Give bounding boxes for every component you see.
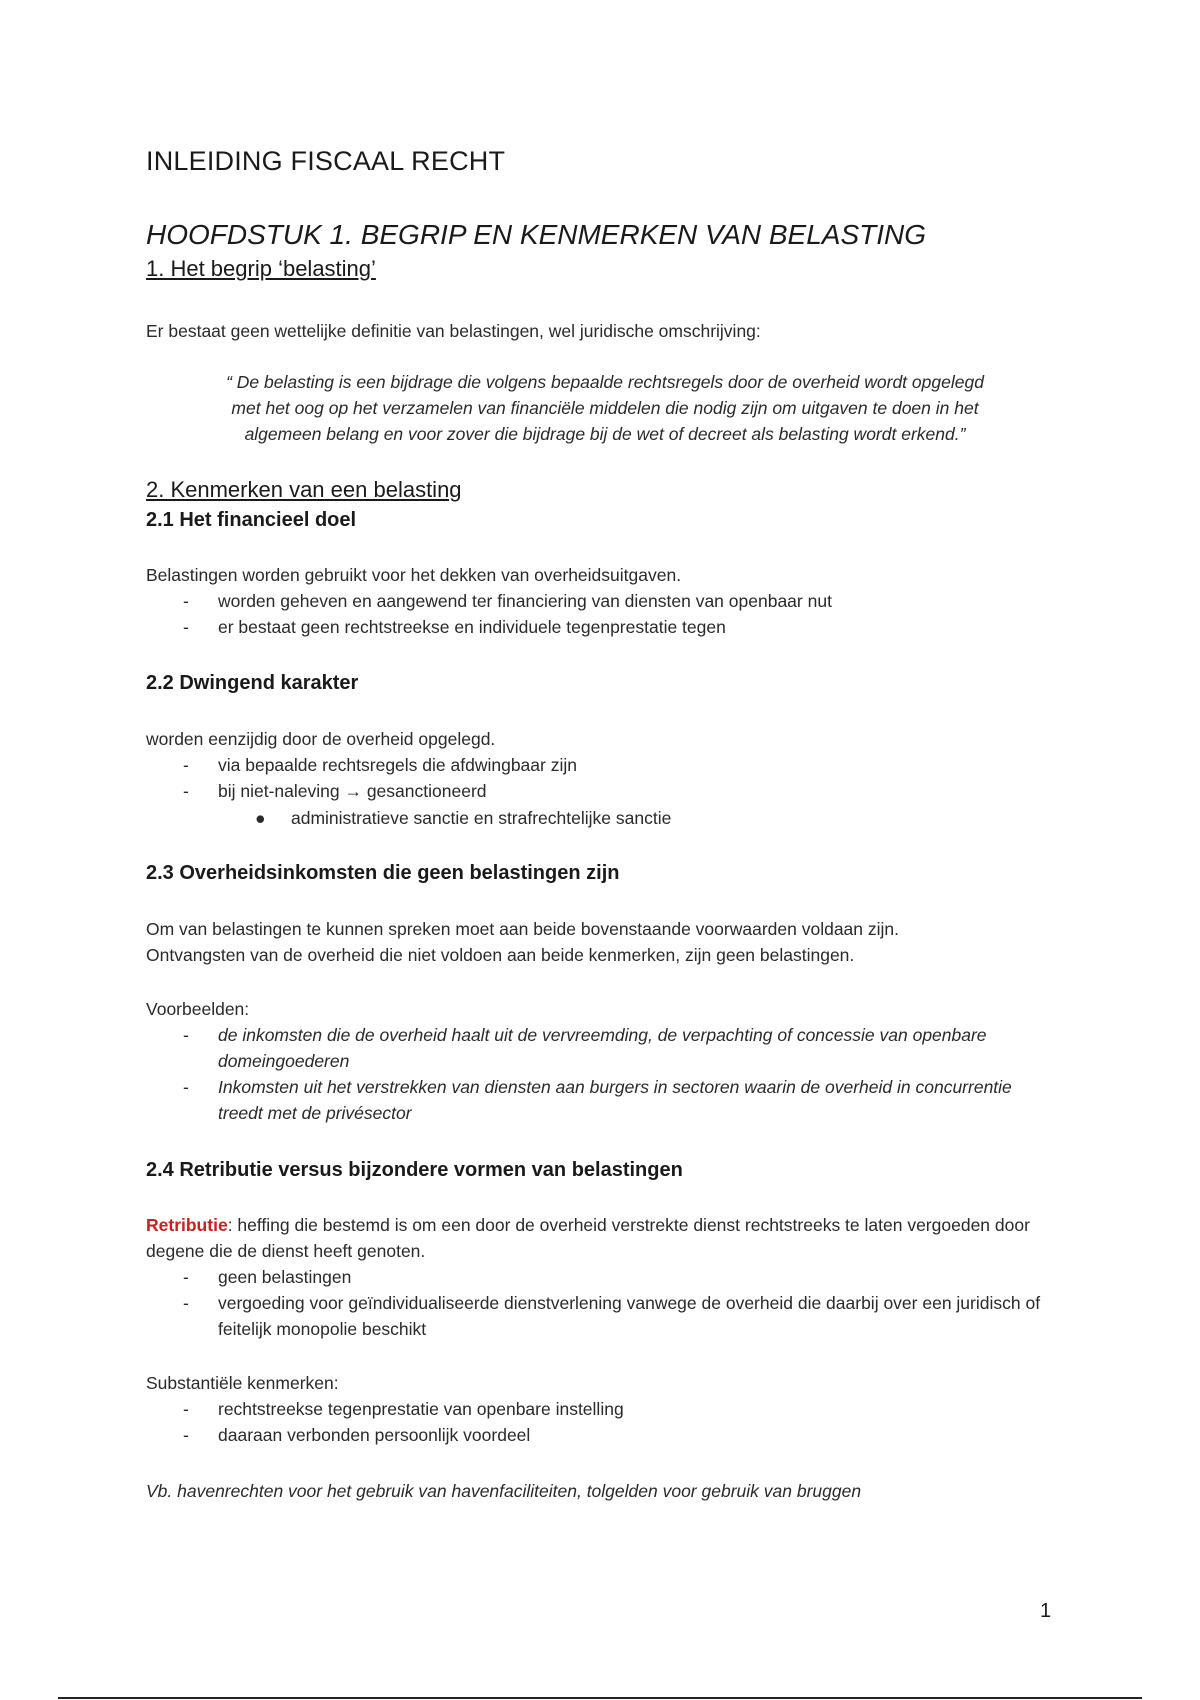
page-number: 1 (1040, 1600, 1052, 1622)
dash-marker: - (183, 755, 189, 775)
list-item: - worden geheven en aangewend ter financiering van diensten van openbaar nut (146, 588, 1046, 614)
subsection-2-3-title: 2.3 Overheidsinkomsten die geen belastingen zijn (146, 862, 620, 884)
subsection-2-2-sublist (146, 805, 1046, 831)
dash-marker: - (183, 1025, 189, 1045)
list-item: - bij niet-naleving → gesanctioneerd (146, 778, 1046, 804)
retributie-definition: Retributie: heffing die bestemd is om een door de overheid verstrekte dienst rechtstreeks te laten vergoeden door degene die de dienst heeft genoten. (146, 1215, 1030, 1261)
example-line: Vb. havenrechten voor het gebruik van havenfaciliteiten, tolgelden voor gebruik van bruggen (146, 1481, 862, 1501)
subsection-2-2-title: 2.2 Dwingend karakter (146, 672, 359, 694)
section-1-title: 1. Het begrip ‘belasting’ (146, 256, 376, 281)
quote-line: algemeen belang en voor zover die bijdrage bij de wet of decreet als belasting wordt erkend.” (244, 424, 966, 444)
subsection-2-1-list (146, 588, 1046, 640)
subsection-2-2-intro: worden eenzijdig door de overheid opgelegd. (146, 729, 496, 749)
retributie-term: Retributie (146, 1215, 228, 1235)
dash-marker: - (183, 1293, 189, 1313)
list-item: - geen belastingen (146, 1264, 1046, 1290)
subsection-2-2-list (146, 752, 1046, 804)
features-label: Substantiële kenmerken: (146, 1373, 339, 1393)
retributie-list (146, 1264, 1046, 1342)
subsection-2-1-intro: Belastingen worden gebruikt voor het dekken van overheidsuitgaven. (146, 565, 682, 585)
subsection-2-4-title: 2.4 Retributie versus bijzondere vormen van belastingen (146, 1159, 683, 1181)
examples-label: Voorbeelden: (146, 999, 250, 1019)
dash-marker: - (183, 1267, 189, 1287)
list-item: - rechtstreekse tegenprestatie van openbare instelling (146, 1396, 1046, 1422)
bullet-icon: ● (255, 808, 266, 828)
list-item: - de inkomsten die de overheid haalt uit de vervreemding, de verpachting of concessie van openbare domeingoederen (146, 1022, 1046, 1074)
quote-line: met het oog op het verzamelen van financiële middelen die nodig zijn om uitgaven te doen in het (231, 398, 979, 418)
subsection-2-1-title: 2.1 Het financieel doel (146, 509, 357, 531)
list-item: - Inkomsten uit het verstrekken van diensten aan burgers in sectoren waarin de overheid in concurrentie treedt met de privésector (146, 1074, 1046, 1126)
list-item: - vergoeding voor geïndividualiseerde dienstverlening vanwege de overheid die daarbij over een juridisch of feitelijk monopolie beschikt (146, 1290, 1046, 1342)
quote-line: “ De belasting is een bijdrage die volgens bepaalde rechtsregels door de overheid wordt opgelegd (226, 372, 984, 392)
document-title: INLEIDING FISCAAL RECHT (146, 146, 506, 176)
section-2-title: 2. Kenmerken van een belasting (146, 477, 462, 502)
dash-marker: - (183, 617, 189, 637)
chapter-title: HOOFDSTUK 1. BEGRIP EN KENMERKEN VAN BELASTING (146, 219, 927, 250)
page-divider (58, 1697, 1142, 1699)
dash-marker: - (183, 1077, 189, 1097)
examples-list (146, 1022, 1046, 1126)
features-list (146, 1396, 1046, 1448)
section-1-intro: Er bestaat geen wettelijke definitie van belastingen, wel juridische omschrijving: (146, 321, 761, 341)
dash-marker: - (183, 781, 189, 801)
dash-marker: - (183, 1425, 189, 1445)
list-item: ● administratieve sanctie en strafrechtelijke sanctie (146, 805, 1046, 831)
subsection-2-3-text: Om van belastingen te kunnen spreken moet aan beide bovenstaande voorwaarden voldaan zijn. Ontvangsten van de overheid die niet voldoen aan beide kenmerken, zijn geen belastingen. (146, 919, 900, 965)
definition-quote (160, 369, 1050, 447)
dash-marker: - (183, 1399, 189, 1419)
list-item: - daaraan verbonden persoonlijk voordeel (146, 1422, 1046, 1448)
list-item: - via bepaalde rechtsregels die afdwingbaar zijn (146, 752, 1046, 778)
dash-marker: - (183, 591, 189, 611)
list-item: - er bestaat geen rechtstreekse en individuele tegenprestatie tegen (146, 614, 1046, 640)
